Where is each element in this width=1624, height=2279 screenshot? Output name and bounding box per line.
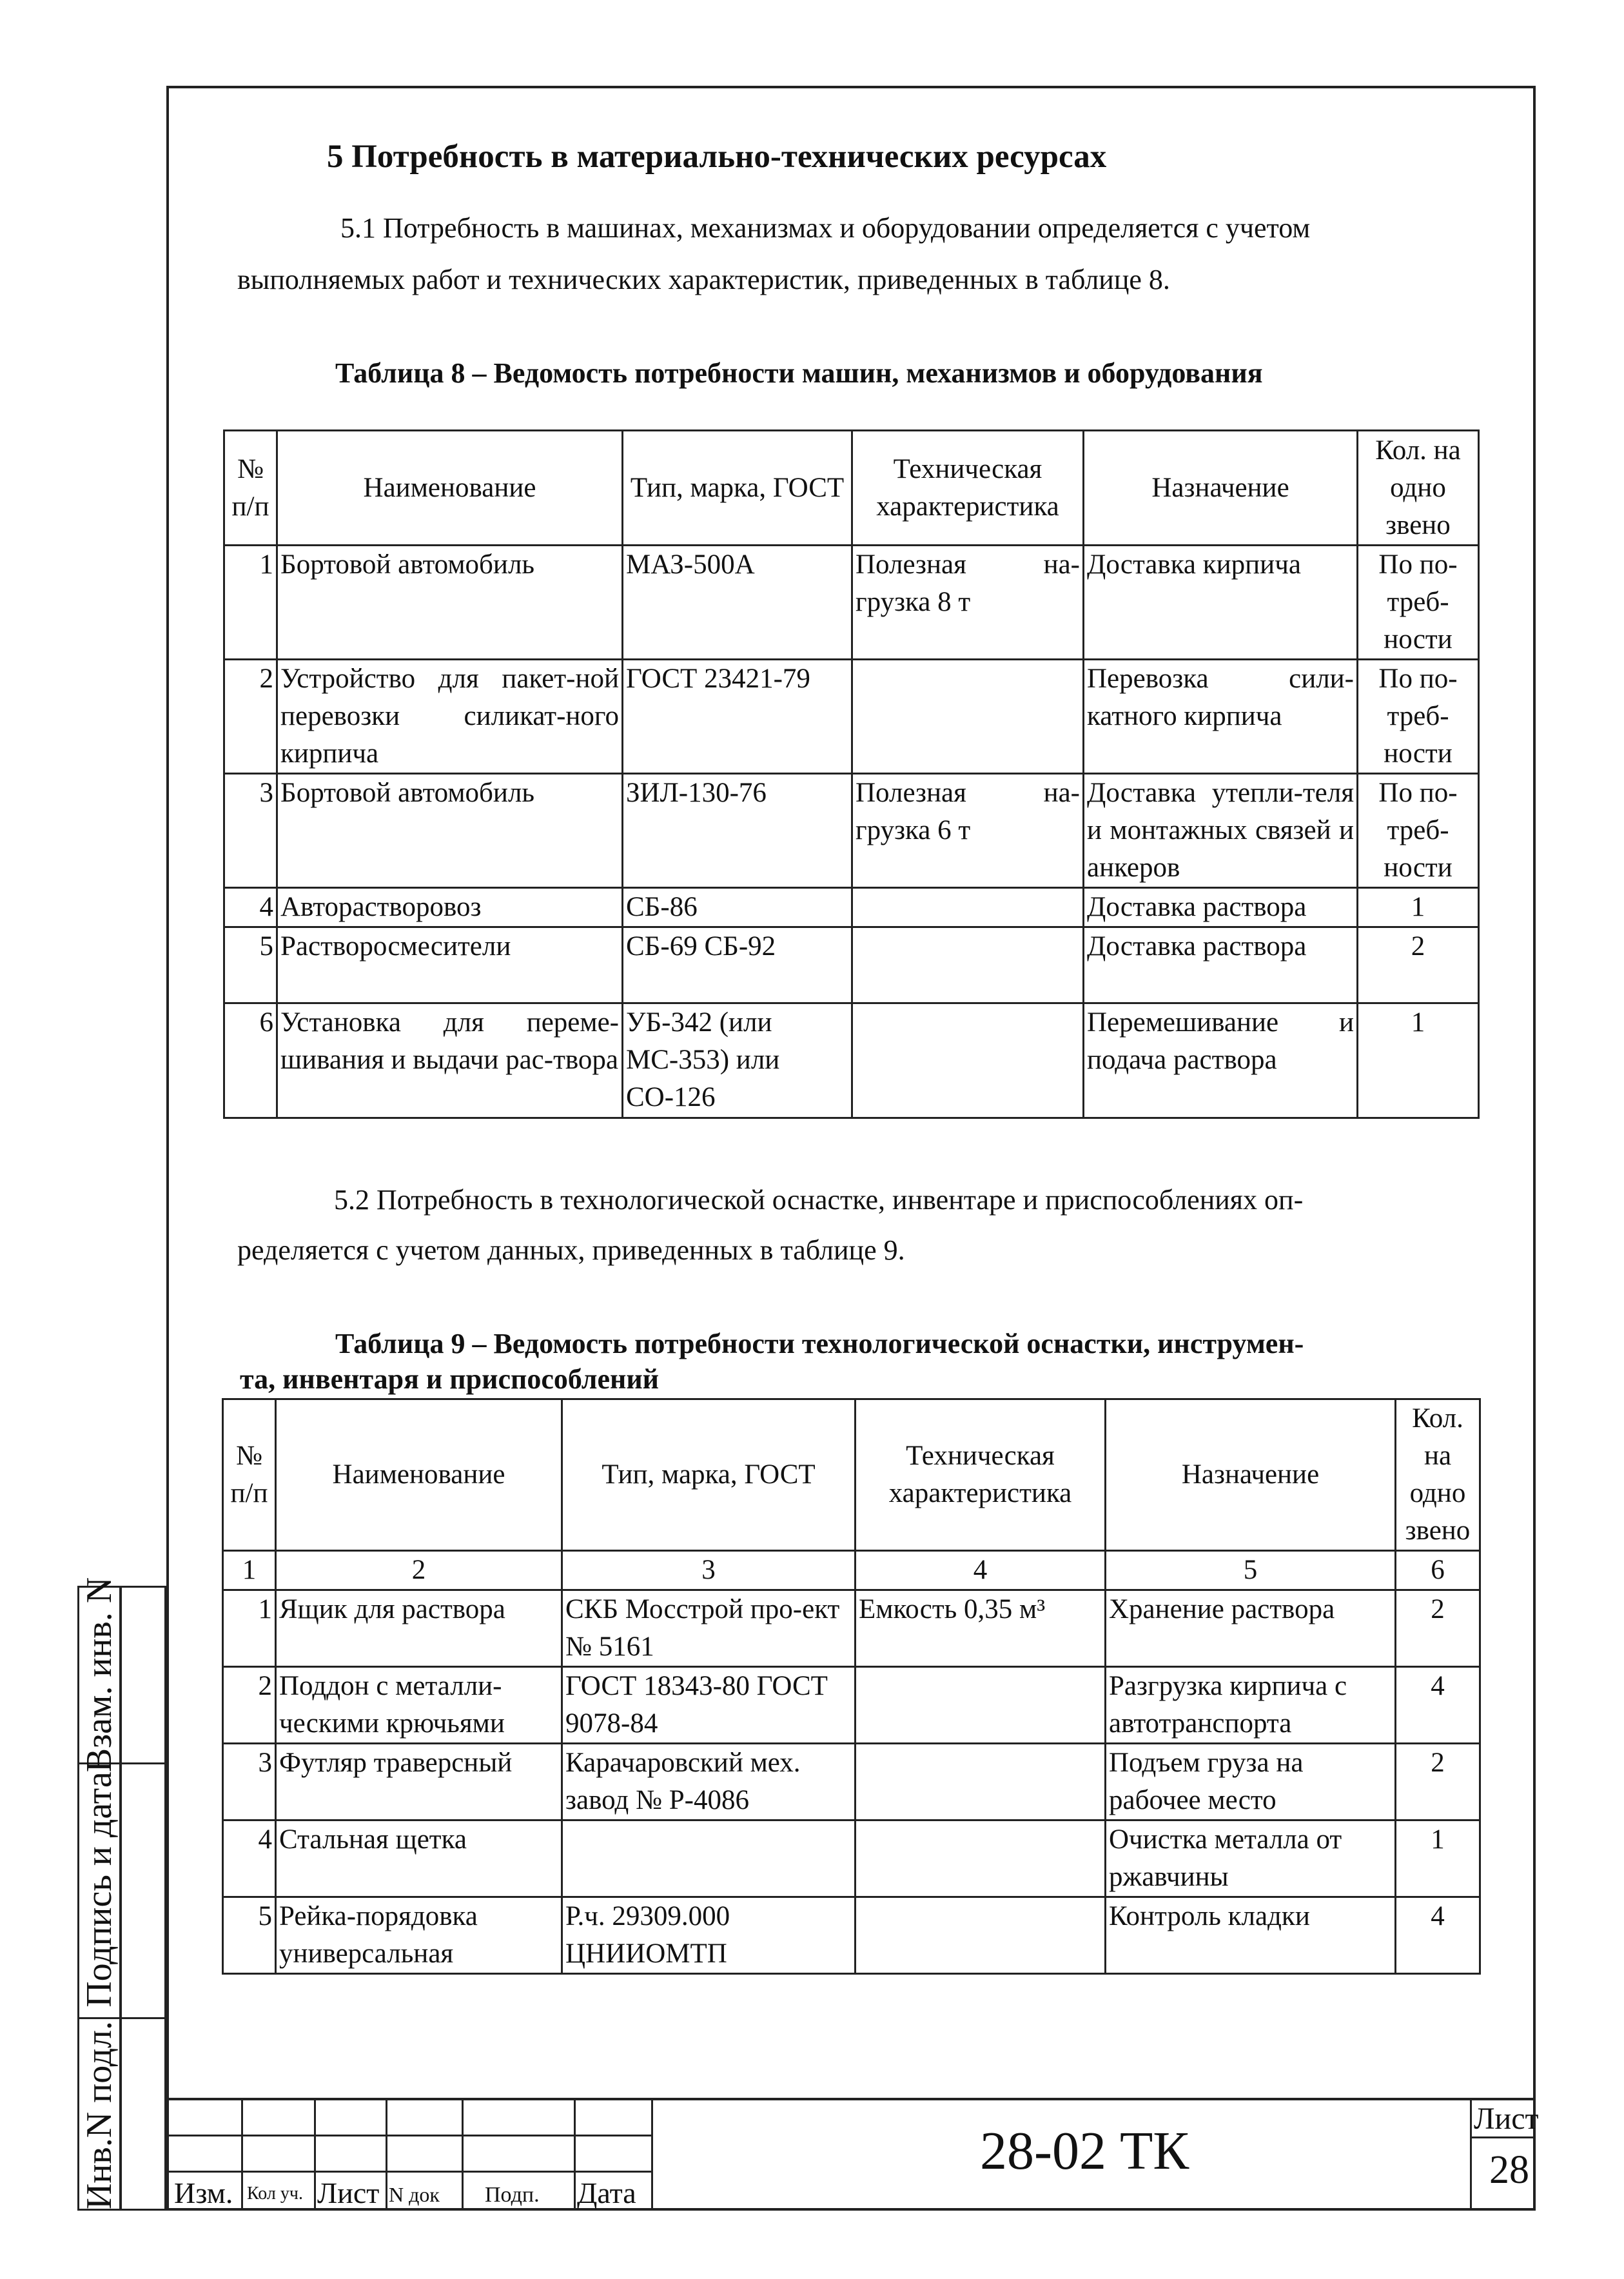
table9-col-number: 6: [1396, 1551, 1480, 1590]
sheet-number: 28: [1489, 2148, 1529, 2192]
table9-cell: Карачаровский мех. завод № Р-4086: [562, 1744, 856, 1820]
table9-header-cell: Техническая характеристика: [856, 1399, 1106, 1551]
table8-cell: СБ-86: [623, 888, 852, 927]
table9-col-number: 1: [223, 1551, 276, 1590]
table8-cell: 5: [224, 927, 277, 1003]
paragraph-5-2-line2: ределяется с учетом данных, приведенных в таблице 9.: [237, 1234, 905, 1266]
table8-cell: 1: [1358, 1003, 1479, 1118]
table9-cell: СКБ Мосстрой про-ект № 5161: [562, 1590, 856, 1667]
table8-cell: 6: [224, 1003, 277, 1118]
table-row: [223, 1744, 1480, 1820]
table8: [223, 429, 1480, 1119]
document-code: 28-02 ТК: [980, 2121, 1189, 2181]
title-block-col-line: [1470, 2098, 1472, 2208]
title-block-col-line: [241, 2098, 243, 2208]
table8-header-cell: Тип, марка, ГОСТ: [623, 431, 852, 546]
table9-cell: ГОСТ 18343-80 ГОСТ 9078-84: [562, 1667, 856, 1744]
table8-cell: Установка для переме-шивания и выдачи рас-твора: [277, 1003, 623, 1118]
col-label-kol: Кол уч.: [247, 2184, 303, 2204]
table8-cell: 1: [1358, 888, 1479, 927]
table8-cell: Доставка кирпича: [1084, 546, 1358, 660]
table8-cell: По по-треб-ности: [1358, 660, 1479, 774]
table9: [222, 1398, 1481, 1975]
col-label-podp: Подп.: [485, 2183, 540, 2207]
table8-cell: Полезная на-грузка 8 т: [852, 546, 1084, 660]
table9-cell: Разгрузка кирпича с автотранспорта: [1106, 1667, 1396, 1744]
table9-col-number: 4: [856, 1551, 1106, 1590]
col-label-list: Лист: [317, 2176, 380, 2209]
table8-cell: ГОСТ 23421-79: [623, 660, 852, 774]
table9-cell: 2: [223, 1667, 276, 1744]
table9-cell: 4: [223, 1820, 276, 1897]
table9-header-cell: Назначение: [1106, 1399, 1396, 1551]
table9-col-number: 2: [276, 1551, 562, 1590]
table9-header-row: [223, 1399, 1480, 1551]
table8-cell: 4: [224, 888, 277, 927]
replaced-inventory-label: Взам. инв. N: [79, 1577, 119, 1773]
table8-cell: Доставка утепли-теля и монтажных связей и анкеров: [1084, 774, 1358, 888]
table9-column-numbers-row: [223, 1551, 1480, 1590]
table8-cell: Полезная на-грузка 6 т: [852, 774, 1084, 888]
table8-cell: Устройство для пакет-ной перевозки силикат-ного кирпича: [277, 660, 623, 774]
table8-cell: [852, 1003, 1084, 1118]
sheet-label: Лист: [1474, 2102, 1539, 2136]
table9-cell: Емкость 0,35 м³: [856, 1590, 1106, 1667]
table-row: [224, 774, 1479, 888]
table-row: [223, 1667, 1480, 1744]
table-row: [224, 927, 1479, 1003]
table8-header-cell: Назначение: [1084, 431, 1358, 546]
table-row: [224, 1003, 1479, 1118]
col-label-data: Дата: [577, 2176, 636, 2209]
table8-cell: 2: [1358, 927, 1479, 1003]
title-block-col-line: [574, 2098, 576, 2208]
table-row: [223, 1897, 1480, 1974]
table9-cell: 4: [1396, 1667, 1480, 1744]
table9-cell: 2: [1396, 1744, 1480, 1820]
table9-cell: [856, 1820, 1106, 1897]
table8-cell: Растворосмесители: [277, 927, 623, 1003]
table8-cell: УБ-342 (или МС-353) или СО-126: [623, 1003, 852, 1118]
table-row: [223, 1590, 1480, 1667]
table8-cell: [852, 888, 1084, 927]
strip-divider: [122, 1762, 164, 1764]
table8-cell: 2: [224, 660, 277, 774]
table8-cell: По по-треб-ности: [1358, 774, 1479, 888]
col-label-ndok: N док: [389, 2183, 440, 2206]
table8-cell: Доставка раствора: [1084, 888, 1358, 927]
table9-cell: [856, 1667, 1106, 1744]
table-row: [224, 660, 1479, 774]
table9-caption-line1: Таблица 9 – Ведомость потребности технологической оснастки, инструмен-: [335, 1328, 1304, 1359]
table9-header-cell: № п/п: [223, 1399, 276, 1551]
table8-cell: СБ-69 СБ-92: [623, 927, 852, 1003]
strip-divider: [79, 2017, 119, 2019]
title-block-top-line: [169, 2098, 1536, 2100]
table8-cell: [852, 660, 1084, 774]
table9-cell: Подъем груза на рабочее место: [1106, 1744, 1396, 1820]
table8-header-cell: Кол. на одно звено: [1358, 431, 1479, 546]
table9-cell: 5: [223, 1897, 276, 1974]
table9-cell: Рейка-порядовка универсальная: [276, 1897, 562, 1974]
table9-cell: 4: [1396, 1897, 1480, 1974]
strip-divider: [122, 2017, 164, 2019]
table9-header-cell: Наименование: [276, 1399, 562, 1551]
paragraph-5-1-line2: выполняемых работ и технических характеристик, приведенных в таблице 8.: [237, 264, 1170, 295]
table9-cell: 1: [1396, 1820, 1480, 1897]
table9-cell: Ящик для раствора: [276, 1590, 562, 1667]
table9-cell: Хранение раствора: [1106, 1590, 1396, 1667]
table8-header-cell: Наименование: [277, 431, 623, 546]
table9-col-number: 3: [562, 1551, 856, 1590]
strip-column-values: [120, 1586, 166, 2211]
table9-col-number: 5: [1106, 1551, 1396, 1590]
title-block-col-line: [314, 2098, 316, 2208]
table9-cell: 2: [1396, 1590, 1480, 1667]
table8-cell: 3: [224, 774, 277, 888]
table-row: [224, 546, 1479, 660]
table8-cell: Перемешивание и подача раствора: [1084, 1003, 1358, 1118]
title-block-col-line: [651, 2098, 653, 2208]
table8-cell: Бортовой автомобиль: [277, 546, 623, 660]
table9-cell: 1: [223, 1590, 276, 1667]
table9-cell: [562, 1820, 856, 1897]
col-label-izm: Изм.: [174, 2176, 233, 2209]
table8-cell: По по-треб-ности: [1358, 546, 1479, 660]
side-stamp-strip: [77, 1577, 166, 2211]
paragraph-5-2-line1: 5.2 Потребность в технологической оснастке, инвентаре и приспособлениях оп-: [334, 1184, 1304, 1216]
table8-caption: Таблица 8 – Ведомость потребности машин, механизмов и оборудования: [335, 357, 1263, 389]
sheet-cell-line: [1471, 2136, 1536, 2138]
table9-cell: Очистка металла от ржавчины: [1106, 1820, 1396, 1897]
paragraph-5-1-line1: 5.1 Потребность в машинах, механизмах и оборудовании определяется с учетом: [340, 212, 1311, 244]
table9-header-cell: Тип, марка, ГОСТ: [562, 1399, 856, 1551]
table8-cell: Доставка раствора: [1084, 927, 1358, 1003]
original-inventory-label: Инв.N подл.: [79, 2020, 119, 2210]
title-block-col-line: [386, 2098, 387, 2208]
table9-caption-line2: та, инвентаря и приспособлений: [240, 1363, 660, 1395]
table8-header-cell: № п/п: [224, 431, 277, 546]
table-row: [224, 888, 1479, 927]
section-title: 5 Потребность в материально-технических ресурсах: [327, 139, 1107, 175]
table8-cell: 1: [224, 546, 277, 660]
table9-cell: [856, 1897, 1106, 1974]
table8-header-row: [224, 431, 1479, 546]
table9-cell: [856, 1744, 1106, 1820]
table8-cell: ЗИЛ-130-76: [623, 774, 852, 888]
table8-cell: [852, 927, 1084, 1003]
signature-date-label: Подпись и дата: [79, 1771, 119, 2008]
table8-header-cell: Техническая характеристика: [852, 431, 1084, 546]
table9-cell: Поддон с металли-ческими крючьями: [276, 1667, 562, 1744]
table9-cell: Контроль кладки: [1106, 1897, 1396, 1974]
table-row: [223, 1820, 1480, 1897]
table8-cell: Перевозка сили-катного кирпича: [1084, 660, 1358, 774]
table9-cell: Футляр траверсный: [276, 1744, 562, 1820]
strip-column-labels: [77, 1577, 121, 2211]
table8-cell: Бортовой автомобиль: [277, 774, 623, 888]
table9-cell: 3: [223, 1744, 276, 1820]
table9-cell: Стальная щетка: [276, 1820, 562, 1897]
table9-cell: Р.ч. 29309.000 ЦНИИОМТП: [562, 1897, 856, 1974]
table8-cell: Авторастворовоз: [277, 888, 623, 927]
table9-header-cell: Кол. на одно звено: [1396, 1399, 1480, 1551]
table8-cell: МАЗ-500А: [623, 546, 852, 660]
title-block-col-line: [462, 2098, 464, 2208]
